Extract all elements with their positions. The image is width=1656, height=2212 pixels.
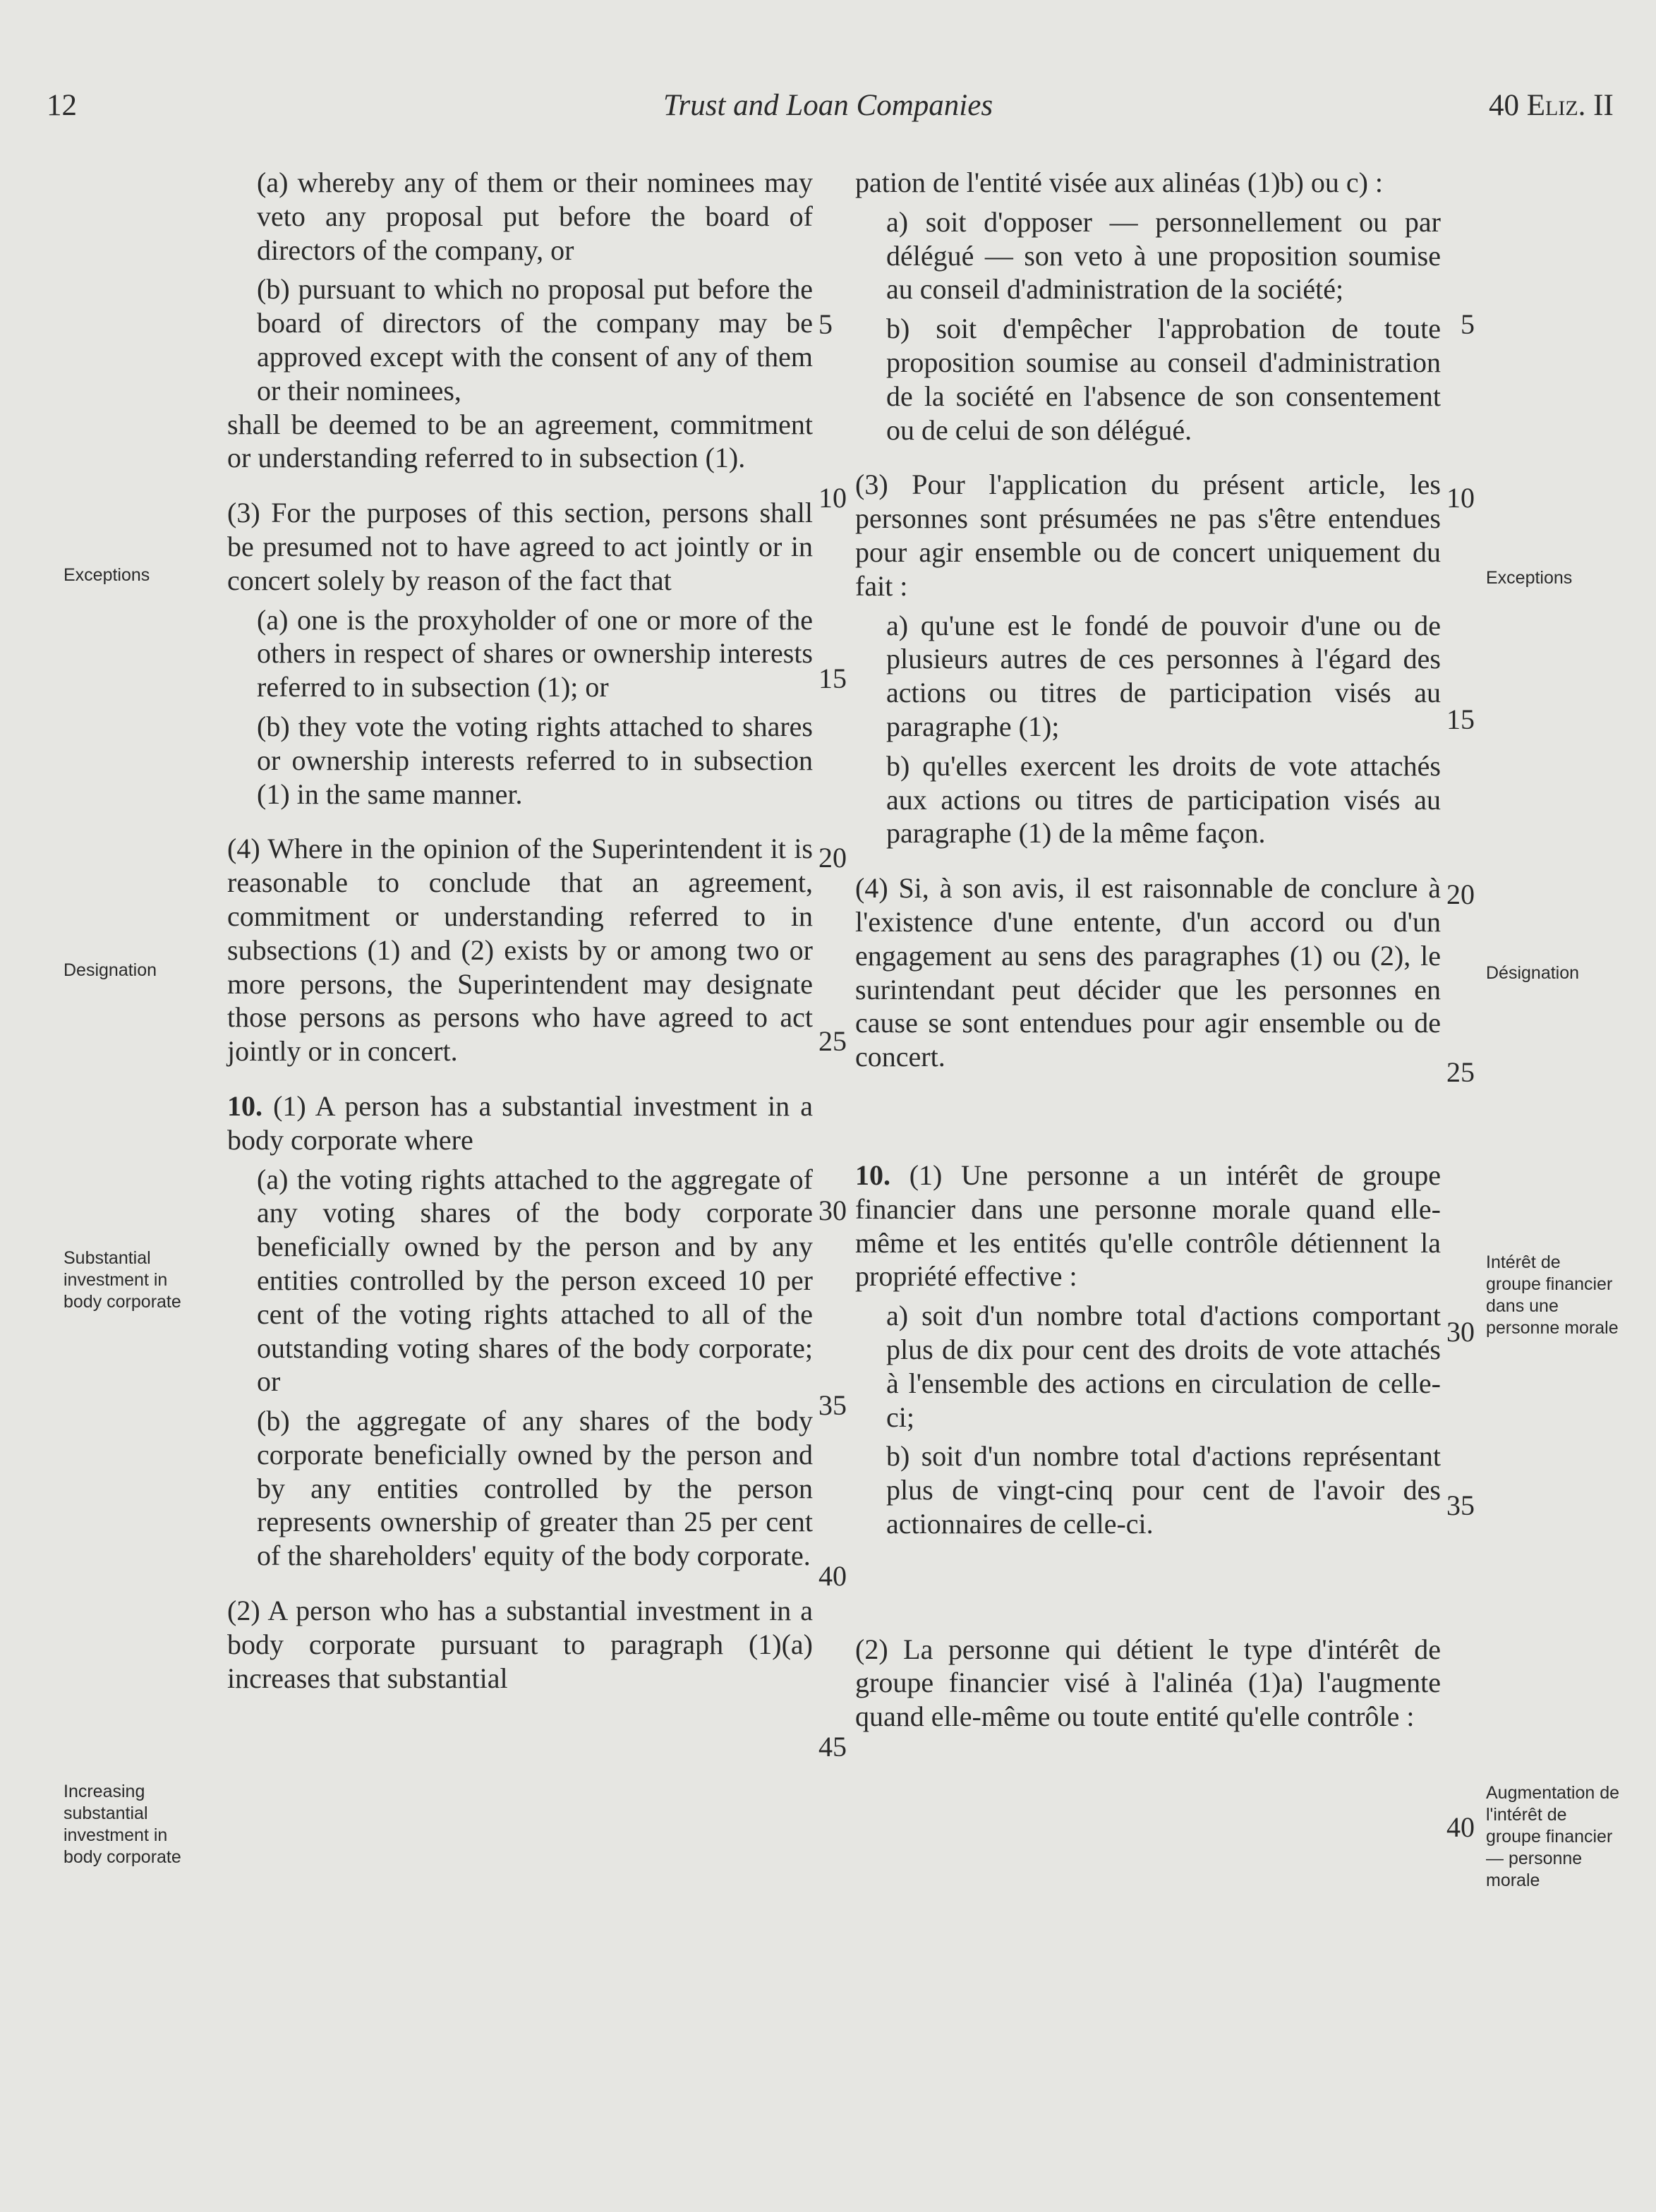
margin-note: Exceptions — [1486, 568, 1573, 588]
margin-note: Augmentation de l'intérêt de groupe financier — personne morale — [1486, 1783, 1620, 1890]
fr-para-3a: a) qu'une est le fondé de pouvoir d'une ou de plusieurs autres de ces personnes à l'égard des actions ou titres de participation visés au paragraphe (1); — [886, 609, 1441, 742]
en-line-number: 40 — [818, 1560, 847, 1592]
margin-note: Substantial investment in body corporate — [64, 1248, 181, 1312]
en-para-10a: (a) the voting rights attached to the aggregate of any voting shares of the body corporate beneficially owned by the person and by any entities controlled by the person exceed 10 per cent of the voting rights attached to all of the outstanding voting shares of the body corporate; or — [257, 1163, 813, 1398]
running-title: Trust and Loan Companies — [663, 89, 993, 122]
en-para-10b: (b) the aggregate of any shares of the body corporate beneficially owned by the person and by any entities controlled by the person represents ownership of greater than 25 per cent of the shareholders' equity of the body corporate. — [257, 1405, 813, 1572]
en-line-number: 45 — [818, 1731, 847, 1763]
fr-para-3b: b) qu'elles exercent les droits de vote attachés aux actions ou titres de participation visés au paragraphe (1) de la même façon. — [886, 749, 1441, 850]
fr-para-10b: b) soit d'un nombre total d'actions représentant plus de vingt-cinq pour cent de l'avoir des actionnaires de celle-ci. — [886, 1440, 1441, 1540]
regnal-year: 40 Eliz. II — [1489, 89, 1614, 122]
fr-line-number: 35 — [1446, 1489, 1475, 1521]
margin-note: Exceptions — [64, 565, 150, 585]
margin-note: Désignation — [1486, 963, 1580, 983]
en-para-3b: (b) they vote the voting rights attached to shares or ownership interests referred to in subsection (1) in the same manner. — [257, 710, 813, 810]
en-line-number: 25 — [818, 1025, 847, 1057]
margin-note: Designation — [64, 960, 157, 980]
en-line-number: 30 — [818, 1195, 847, 1226]
margin-note: Increasing substantial investment in body corporate — [64, 1782, 181, 1867]
en-para-3a: (a) one is the proxyholder of one or more of the others in respect of shares or ownership interests referred to in subsection (1); or — [257, 603, 813, 703]
english-column — [227, 166, 813, 1695]
en-para-a: (a) whereby any of them or their nominees may veto any proposal put before the board of directors of the company, or — [257, 167, 813, 266]
fr-line-number: 10 — [1446, 482, 1475, 514]
fr-para-b: b) soit d'empêcher l'approbation de toute proposition soumise au conseil d'administration de la société en l'absence de son consentement ou de celui de son délégué. — [886, 313, 1441, 446]
en-para-10-2: (2) A person who has a substantial investment in a body corporate pursuant to paragraph (1)(a) increases that substantial — [227, 1595, 813, 1694]
fr-line-number: 30 — [1446, 1316, 1475, 1348]
en-line-number: 20 — [818, 842, 847, 874]
en-line-number: 15 — [818, 663, 847, 694]
margin-note: Intérêt de groupe financier dans une personne morale — [1486, 1252, 1619, 1338]
fr-para-4: (4) Si, à son avis, il est raisonnable de conclure à l'existence d'une entente, d'un accord ou d'un engagement au sens des paragraphes (1) ou (2), le surintendant peut décider que les personnes en cause se sont entendues pour agir ensemble ou de concert. — [855, 872, 1441, 1073]
en-section-10: 10. (1) A person has a substantial investment in a body corporate where — [227, 1089, 813, 1156]
fr-para-10-2: (2) La personne qui détient le type d'intérêt de groupe financier visé à l'alinéa (1)a) l'augmente quand elle-même ou toute entité qu'elle contrôle : — [855, 1633, 1441, 1733]
french-column — [855, 166, 1441, 1734]
fr-line-number: 40 — [1446, 1811, 1475, 1843]
page-number: 12 — [47, 89, 77, 122]
en-para-4: (4) Where in the opinion of the Superintendent it is reasonable to conclude that an agreement, commitment or understanding referred to in subsections (1) and (2) exists by or among two or more persons, the Superintendent may designate those persons as persons who have agreed to act jointly or in concert. — [227, 833, 813, 1068]
en-line-number: 5 — [818, 308, 833, 340]
en-line-number: 35 — [818, 1389, 847, 1421]
en-para-3: (3) For the purposes of this section, persons shall be presumed not to have agreed to act jointly or in concert solely by reason of the fact that — [227, 497, 813, 596]
fr-para-cont: pation de l'entité visée aux alinéas (1)b) ou c) : — [855, 167, 1384, 198]
fr-line-number: 15 — [1446, 703, 1475, 735]
fr-para-3: (3) Pour l'application du présent article, les personnes sont présumées ne pas s'être entendues pour agir ensemble ou de concert uniquement du fait : — [855, 469, 1441, 602]
fr-line-number: 25 — [1446, 1056, 1475, 1088]
fr-para-10a: a) soit d'un nombre total d'actions comportant plus de dix pour cent des droits de vote attachés à l'ensemble des actions en circulation de celle-ci; — [886, 1300, 1441, 1433]
en-line-number: 10 — [818, 482, 847, 514]
fr-line-number: 5 — [1461, 308, 1475, 340]
en-para-b: (b) pursuant to which no proposal put before the board of directors of the company may be approved except with the consent of any of them or their nominees, — [257, 273, 813, 406]
fr-section-10: 10. (1) Une personne a un intérêt de groupe financier dans une personne morale quand elle-même et les entités qu'elle contrôle détiennent la propriété effective : — [855, 1159, 1441, 1293]
fr-para-a: a) soit d'opposer — personnellement ou par délégué — son veto à une proposition soumise au conseil d'administration de la société; — [886, 205, 1441, 306]
fr-line-number: 20 — [1446, 878, 1475, 910]
en-para-shall: shall be deemed to be an agreement, commitment or understanding referred to in subsection (1). — [227, 408, 813, 474]
